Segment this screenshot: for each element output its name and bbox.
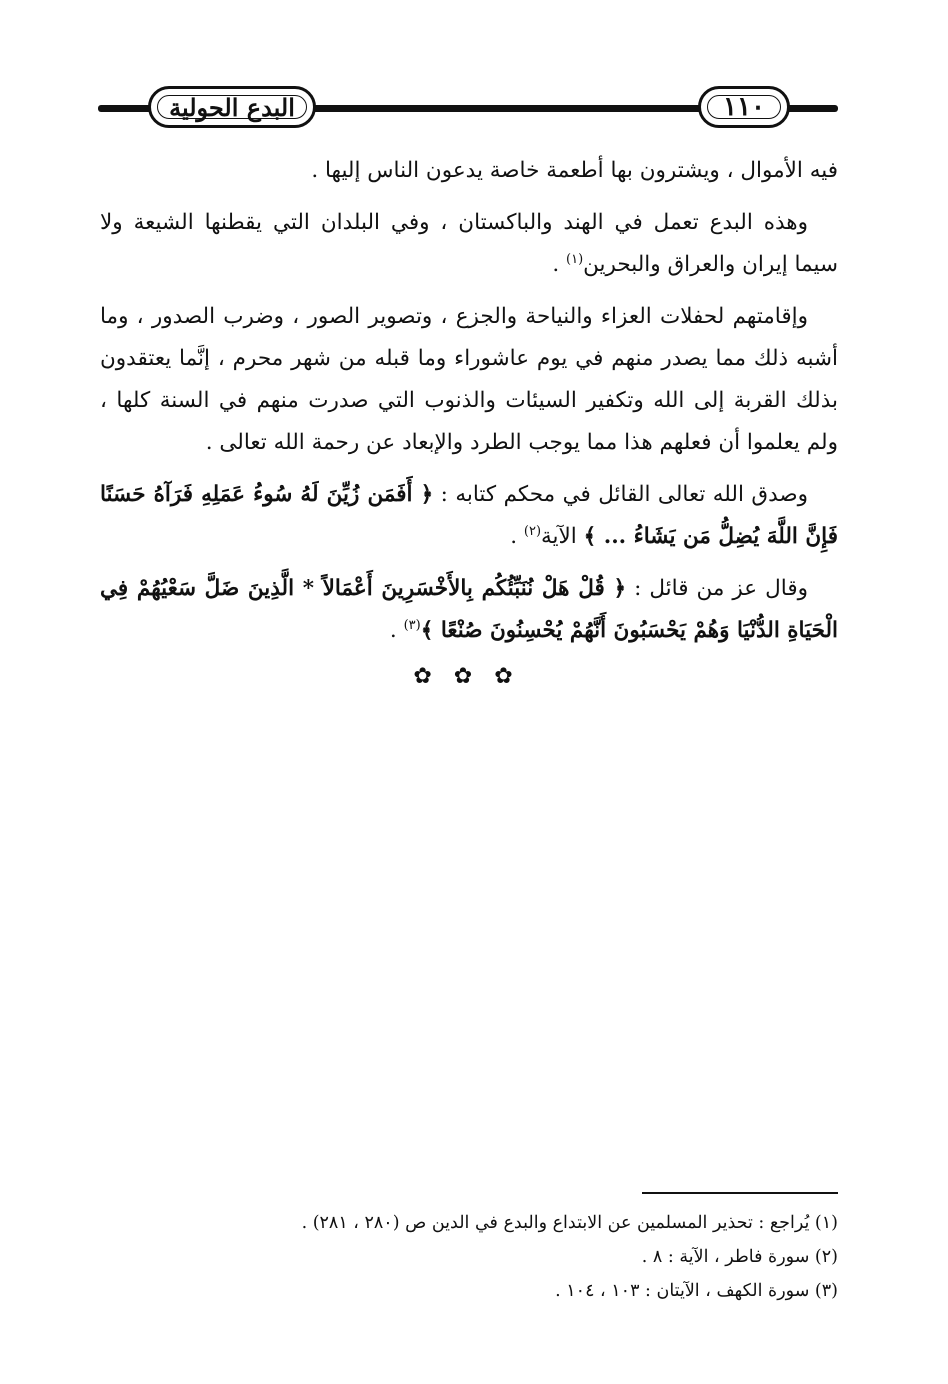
- footnote-2: (٢) سورة فاطر ، الآية : ٨ .: [641, 1247, 838, 1267]
- footnote-ref-1[interactable]: (١): [566, 251, 584, 267]
- page-number: ١١٠: [723, 92, 765, 122]
- quran-verse-2: ﴿ قُلْ هَلْ نُنَبِّئُكُم بِالأَخْسَرِينَ أَعْمَالاً * الَّذِينَ ضَلَّ سَعْيُهُمْ فِي الْحَيَاةِ الدُّنْيَا وَهُمْ يَحْسَبُونَ أَنَّهُمْ يُحْسِنُونَ صُنْعًا ﴾: [100, 576, 838, 643]
- paragraph-4-end: .: [510, 524, 524, 549]
- paragraph-5: [100, 568, 838, 652]
- footnote-rule: [642, 1192, 838, 1194]
- page-number-cartouche: [698, 86, 790, 128]
- paragraph-2-end: .: [552, 252, 566, 277]
- paragraph-2: [100, 202, 838, 286]
- footnote-ref-3[interactable]: (٣): [403, 617, 421, 633]
- paragraph-4: [100, 474, 838, 558]
- page-header: [98, 86, 838, 132]
- running-title-cartouche: [148, 86, 316, 128]
- paragraph-2-text: وهذه البدع تعمل في الهند والباكستان ، وفي البلدان التي يقطنها الشيعة ولا سيما إيران والعراق والبحرين: [100, 210, 838, 277]
- quran-verse-1: ﴿ أَفَمَن زُيِّنَ لَهُ سُوءُ عَمَلِهِ فَرَآهُ حَسَنًا فَإِنَّ اللَّهَ يُضِلُّ مَن يَشَاءُ ... ﴾: [100, 482, 838, 549]
- footnote-3: (٣) سورة الكهف ، الآيتان : ١٠٣ ، ١٠٤ .: [555, 1281, 838, 1301]
- paragraph-5-end: .: [389, 618, 404, 643]
- footnote-1: (١) يُراجع : تحذير المسلمين عن الابتداع والبدع في الدين ص (٢٨٠ ، ٢٨١) .: [301, 1213, 838, 1233]
- paragraph-5-intro: وقال عز من قائل :: [626, 576, 808, 601]
- running-title: البدع الحولية: [169, 92, 295, 122]
- paragraph-1: [100, 150, 838, 192]
- paragraph-4-intro: وصدق الله تعالى القائل في محكم كتابه :: [433, 482, 808, 507]
- paragraph-3: [100, 296, 838, 464]
- paragraph-4-after: الآية: [541, 524, 584, 549]
- section-separator-icon: ✿✿✿: [413, 664, 535, 689]
- paragraph-1-text: فيه الأموال ، ويشترون بها أطعمة خاصة يدعون الناس إليها .: [311, 158, 838, 183]
- footnote-ref-2[interactable]: (٢): [523, 523, 542, 539]
- paragraph-3-text: وإقامتهم لحفلات العزاء والنياحة والجزع ، وتصوير الصور ، وضرب الصدور ، وما أشبه ذلك مما يصدر منهم في يوم عاشوراء وما قبله من شهر محرم ، إنَّما يعتقدون بذلك القربة إلى الله وتكفير السيئات والذنوب التي صدرت منهم في السنة كلها ، ولم يعلموا أن فعلهم هذا مما يوجب الطرد والإبعاد عن رحمة الله تعالى .: [100, 304, 838, 455]
- main-text: [100, 150, 838, 662]
- footnotes: [100, 1206, 838, 1308]
